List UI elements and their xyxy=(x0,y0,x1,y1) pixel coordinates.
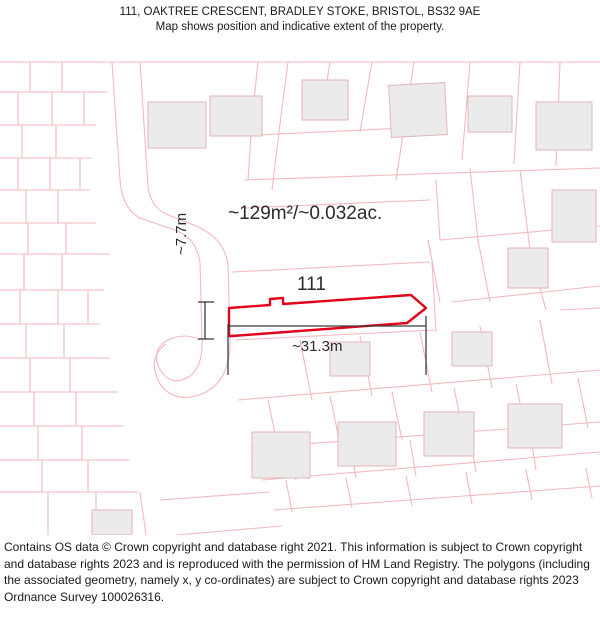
plot-depth-label: ~7.7m xyxy=(173,212,190,255)
plot-width-label: ~31.3m xyxy=(292,338,343,355)
house-number-label: 111 xyxy=(297,274,326,295)
map-attribution-footer xyxy=(0,535,600,625)
page-subtitle: Map shows position and indicative extent of the property. xyxy=(155,21,445,33)
plot-area-label: ~129m²/~0.032ac. xyxy=(228,203,383,224)
map-header xyxy=(0,0,600,40)
map-canvas[interactable] xyxy=(0,40,600,535)
page-title: 111, OAKTREE CRESCENT, BRADLEY STOKE, BRISTOL, BS32 9AE xyxy=(119,6,481,18)
attribution-text: Contains OS data © Crown copyright and database right 2021. This information is subject to Crown copyright and database rights 2023 and is reproduced with the permission of HM Land Registry. The polygons (including the associated geometry, namely x, y co-ordinates) are subject to Crown copyright and database rights 2023 Ordnance Survey 100026316. xyxy=(4,540,590,604)
